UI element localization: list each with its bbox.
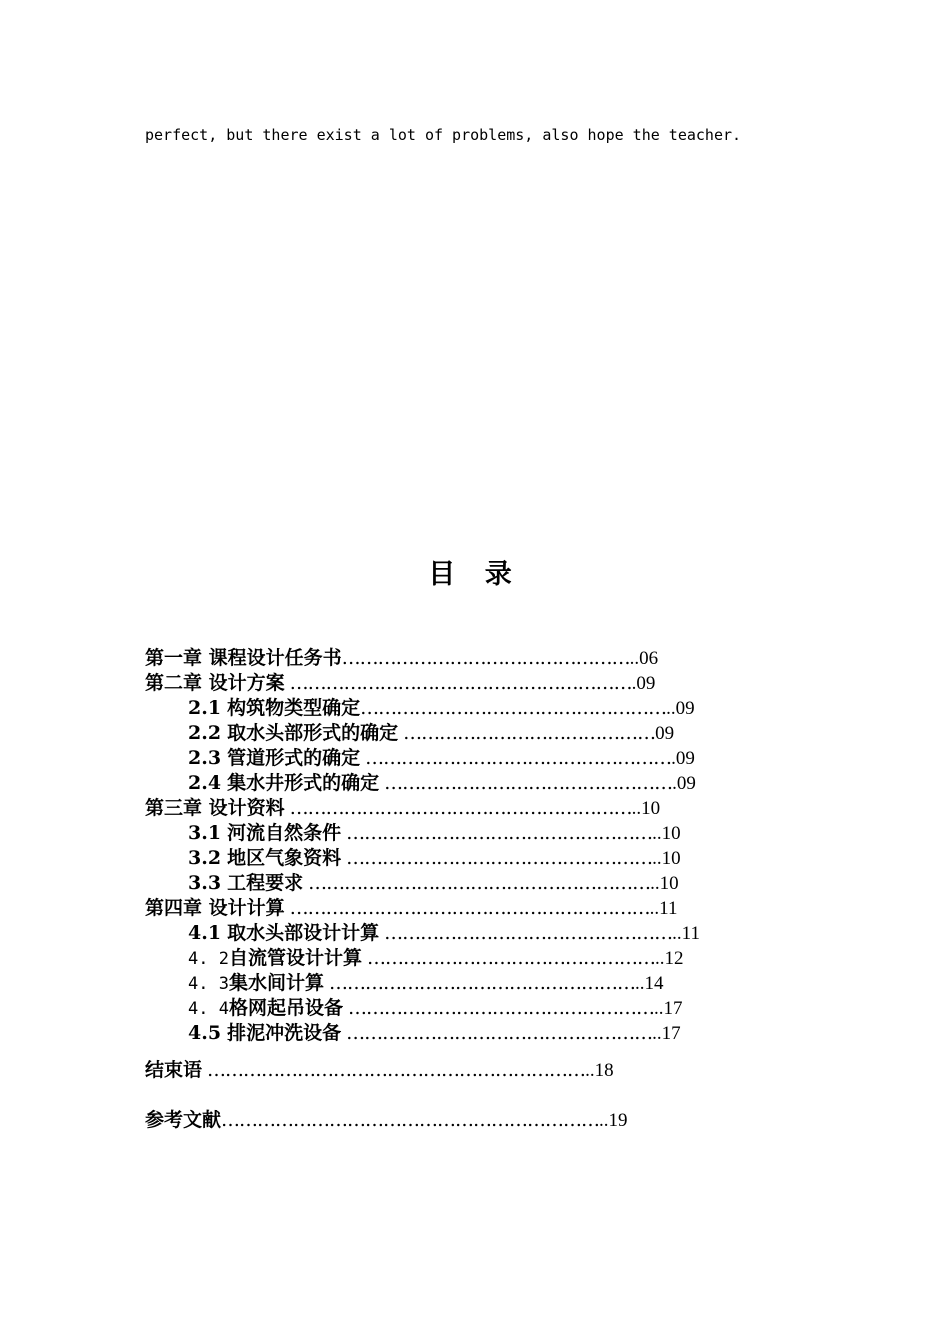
toc-item-4-5[interactable]: 4.5 排泥冲洗设备 ……………………………………………..17 [188,1022,681,1044]
toc-page-number: ..17 [652,1023,681,1044]
toc-page-number: ..14 [635,973,664,994]
toc-page-number: ..10 [650,873,679,894]
toc-item-3-1[interactable]: 3.1 河流自然条件 ……………………………………………..10 [188,822,681,844]
toc-page-number: ..19 [599,1110,628,1131]
toc-item-chapter-4[interactable]: 第四章 设计计算 ……………………………………………………..11 [145,897,678,919]
toc-page-number: .09 [631,673,656,694]
toc-item-4-3[interactable]: 4. 3集水间计算 ……………………………………………..14 [188,972,664,994]
toc-item-conclusion[interactable]: 结束语 ………………………………………………………..18 [145,1059,614,1081]
toc-item-4-2[interactable]: 4. 2自流管设计计算 …………………………………………..12 [188,947,684,969]
toc-page-number: ..12 [655,948,684,969]
toc-item-3-3[interactable]: 3.3 工程要求 …………………………………………………..10 [188,872,679,894]
toc-item-2-4[interactable]: 2.4 集水井形式的确定 ………………………………………….09 [188,772,696,794]
toc-page-number: ..11 [649,898,678,919]
toc-item-chapter-2[interactable]: 第二章 设计方案 ………………………………………………….09 [145,672,656,694]
toc-page-number: .09 [671,748,695,769]
toc-page-number: ..11 [672,923,700,944]
toc-page-number: ..10 [631,798,661,819]
toc-item-chapter-3[interactable]: 第三章 设计资料 …………………………………………………..10 [145,797,661,819]
toc-item-references[interactable]: 参考文献………………………………………………………..19 [145,1109,628,1131]
toc-item-2-3[interactable]: 2.3 管道形式的确定 …………………………………………….09 [188,747,695,769]
toc-item-3-2[interactable]: 3.2 地区气象资料 ……………………………………………..10 [188,847,681,869]
intro-text: perfect, but there exist a lot of problems, also hope the teacher. [145,126,742,144]
toc-page-number: ..17 [654,998,683,1019]
toc-item-4-4[interactable]: 4. 4格网起吊设备 ……………………………………………..17 [188,997,683,1019]
toc-page-number: ..10 [652,823,681,844]
toc-item-4-1[interactable]: 4.1 取水头部设计计算 …………………………………………..11 [188,922,700,944]
toc-item-chapter-1[interactable]: 第一章 课程设计任务书…………………………………………..06 [145,647,659,669]
toc-page-number: 09 [655,723,675,744]
toc-page-number: ..06 [629,648,659,669]
toc-item-2-1[interactable]: 2.1 构筑物类型确定……………………………………………..09 [188,697,695,719]
toc-item-2-2[interactable]: 2.2 取水头部形式的确定 ……………………………………09 [188,722,675,744]
toc-title: 目 录 [428,559,522,590]
toc-page-number: ..10 [652,848,681,869]
toc-page-number: .09 [672,773,696,794]
toc-page-number: ..18 [585,1060,614,1081]
toc-page-number: ..09 [666,698,695,719]
